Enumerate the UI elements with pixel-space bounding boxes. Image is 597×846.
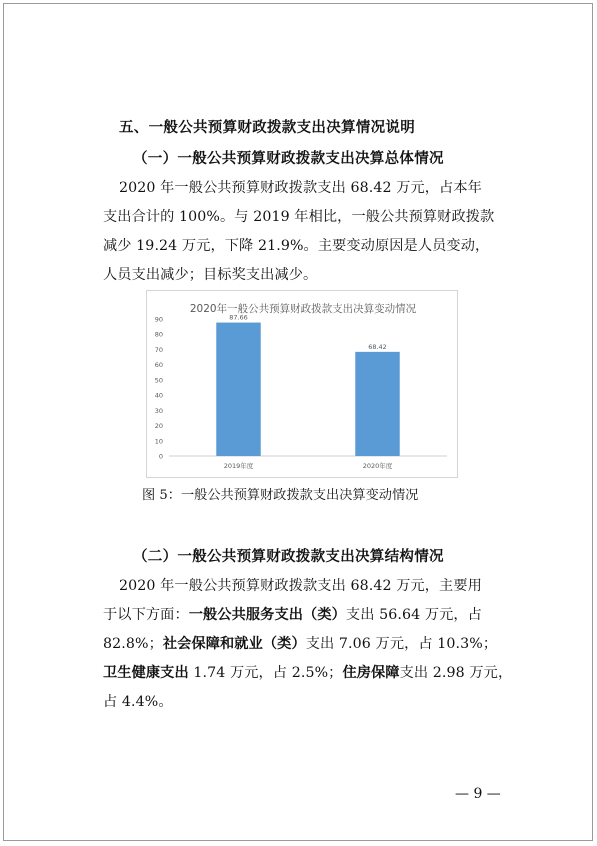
paragraph-2-line-3 (103, 633, 497, 653)
x-tick-label: 2020年度 (362, 462, 393, 470)
y-tick-label: 0 (158, 452, 163, 461)
paragraph-1-line-4: 人员支出减少；目标奖支出减少。 (103, 267, 318, 283)
bar-2019年度 (216, 323, 260, 456)
text-run: 于以下方面： (103, 607, 189, 623)
subsection-1-heading: （一）一般公共预算财政拨款支出决算总体情况 (133, 151, 444, 167)
x-tick-label: 2019年度 (223, 462, 254, 470)
y-tick-label: 20 (154, 422, 163, 431)
text-run: 支出 7.06 万元，占 10.3%； (305, 636, 498, 652)
chart-title: 2020年一般公共预算财政拨款支出决算变动情况 (189, 303, 417, 315)
paragraph-2-line-5: 占 4.4%。 (103, 694, 173, 710)
paragraph-1-line-2: 支出合计的 100%。与 2019 年相比，一般公共预算财政拨款 (103, 209, 495, 225)
y-tick-label: 10 (154, 437, 163, 446)
text-run: 1.74 万元，占 2.5%； (188, 665, 343, 681)
y-tick-label: 50 (154, 376, 163, 385)
y-tick-label: 90 (154, 315, 163, 324)
y-tick-label: 70 (154, 345, 163, 354)
bar-2020年度 (355, 352, 399, 456)
paragraph-1-line-3: 减少 19.24 万元，下降 21.9%。主要变动原因是人员变动， (103, 238, 490, 254)
paragraph-2-line-4 (103, 662, 512, 682)
paragraph-2-line-2 (103, 604, 482, 624)
text-run: 82.8%； (103, 636, 163, 652)
subsection-2-heading: （二）一般公共预算财政拨款支出决算结构情况 (133, 549, 444, 565)
figure-caption: 图 5：一般公共预算财政拨款支出决算变动情况 (142, 488, 419, 503)
y-tick-label: 40 (154, 391, 163, 400)
page-number: — 9 — (455, 786, 501, 802)
category-general-public-services: 一般公共服务支出（类） (188, 607, 346, 623)
y-tick-label: 80 (154, 330, 163, 339)
data-label: 87.66 (229, 313, 248, 322)
data-label: 68.42 (368, 342, 387, 351)
paragraph-2-line-1: 2020 年一般公共预算财政拨款支出 68.42 万元，主要用 (119, 578, 482, 594)
category-social-security: 社会保障和就业（类） (162, 636, 306, 652)
text-run: 支出 2.98 万元， (399, 665, 513, 681)
category-health: 卫生健康支出 (103, 665, 189, 681)
y-tick-label: 30 (154, 406, 163, 415)
y-tick-label: 60 (154, 361, 163, 370)
text-run: 支出 56.64 万元，占 (345, 607, 482, 623)
chart-canvas (147, 291, 457, 477)
bar-chart (146, 290, 458, 478)
category-housing: 住房保障 (342, 665, 400, 681)
paragraph-1-line-1: 2020 年一般公共预算财政拨款支出 68.42 万元，占本年 (119, 180, 482, 196)
section-heading: 五、一般公共预算财政拨款支出决算情况说明 (119, 120, 415, 136)
